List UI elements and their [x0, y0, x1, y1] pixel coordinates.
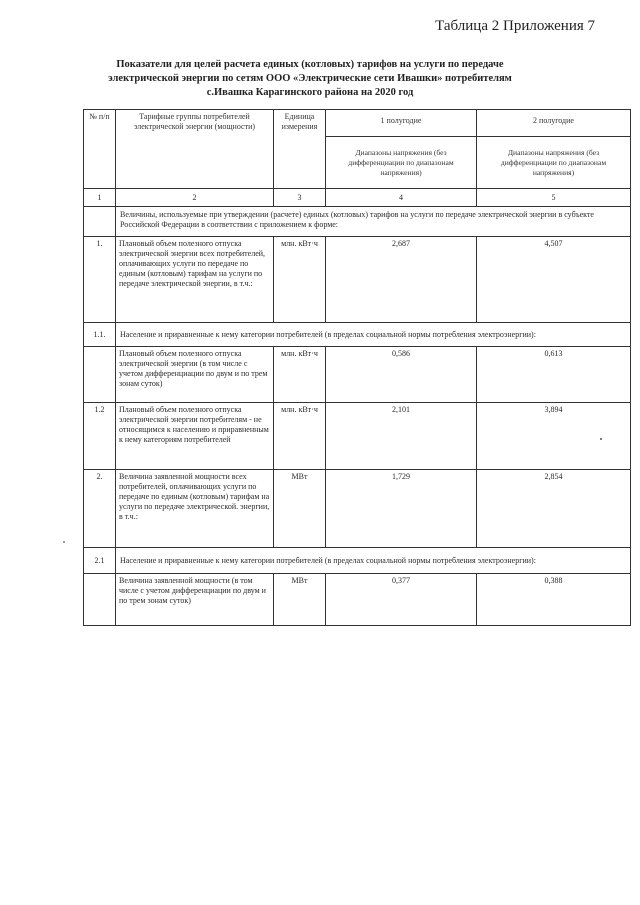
- table-row: [84, 470, 631, 548]
- table-row: [84, 237, 631, 323]
- appendix-label: Таблица 2 Приложения 7: [435, 18, 595, 34]
- row-value-half1: 1,729: [326, 470, 477, 548]
- row-value-half2: 0,613: [477, 347, 631, 403]
- col-number-3: 3: [274, 189, 326, 207]
- row-value-half2: 4,507: [477, 237, 631, 323]
- col-number-4: 4: [326, 189, 477, 207]
- header-group: Тарифные группы потребителей электрической энергии (мощности): [116, 110, 274, 189]
- row-description: Величина заявленной мощности (в том числе с учетом дифференциации по двум и по трем зонам суток): [116, 574, 274, 626]
- row-value-half1: 2,687: [326, 237, 477, 323]
- document-title: [100, 58, 520, 100]
- table-row: [84, 347, 631, 403]
- row-unit: млн. кВт·ч: [274, 347, 326, 403]
- header-half1: 1 полугодие: [326, 110, 477, 137]
- table-row: [84, 403, 631, 470]
- row-num: 1.: [84, 237, 116, 323]
- row-num: 2.1: [84, 548, 116, 574]
- row-unit: МВт: [274, 470, 326, 548]
- row-value-half1: 0,586: [326, 347, 477, 403]
- scan-speck: [600, 438, 602, 440]
- row-description: Плановый объем полезного отпуска электрической энергии потребителям - не относящимся к населению и приравненным к нему категориям потребителей: [116, 403, 274, 470]
- header-unit: Единица измерения: [274, 110, 326, 189]
- section-intro: Величины, используемые при утверждении (расчете) единых (котловых) тарифов на услуги по передаче электрической энергии в субъекте Российской Федерации в соответствии с приложением к форме:: [116, 207, 631, 237]
- title-line-3: с.Ивашка Карагинского района на 2020 год: [206, 87, 414, 98]
- header-half1-voltage: Диапазоны напряжения (без дифференциации по диапазонам напряжения): [326, 137, 477, 189]
- row-unit: МВт: [274, 574, 326, 626]
- col-number-1: 1: [84, 189, 116, 207]
- header-half2-voltage: Диапазоны напряжения (без дифференциации по диапазонам напряжения): [477, 137, 631, 189]
- col-number-2: 2: [116, 189, 274, 207]
- row-unit: млн. кВт·ч: [274, 403, 326, 470]
- row-num: 2.: [84, 470, 116, 548]
- table-row: [84, 323, 631, 347]
- col-number-5: 5: [477, 189, 631, 207]
- row-num: [84, 574, 116, 626]
- tariff-table: [83, 109, 631, 626]
- row-description: Плановый объем полезного отпуска электрической энергии всех потребителей, оплачивающих услуги по передаче по единым (котловым) тарифам на услуги по передаче электрической энергии, в т.ч.:: [116, 237, 274, 323]
- header-half2: 2 полугодие: [477, 110, 631, 137]
- table-row: [84, 548, 631, 574]
- row-value-half1: 2,101: [326, 403, 477, 470]
- section-heading: Население и приравненные к нему категории потребителей (в пределах социальной нормы потребления электроэнергии):: [116, 548, 631, 574]
- row-value-half2: 0,388: [477, 574, 631, 626]
- section-intro-num: [84, 207, 116, 237]
- header-num: № п/п: [84, 110, 116, 189]
- row-num: 1.2: [84, 403, 116, 470]
- section-heading: Население и приравненные к нему категории потребителей (в пределах социальной нормы потребления электроэнергии):: [116, 323, 631, 347]
- scan-speck: [63, 541, 65, 543]
- row-num: [84, 347, 116, 403]
- table-row: [84, 574, 631, 626]
- title-line-2: электрической энергии по сетям ООО «Электрические сети Ивашки» потребителям: [108, 73, 512, 84]
- row-num: 1.1.: [84, 323, 116, 347]
- row-description: Величина заявленной мощности всех потребителей, оплачивающих услуги по передаче по единым (котловым) тарифам на услуги по передаче электрической. энергии, в т.ч.:: [116, 470, 274, 548]
- row-value-half2: 2,854: [477, 470, 631, 548]
- row-description: Плановый объем полезного отпуска электрической энергии (в том числе с учетом дифференциации по двум и по трем зонам суток): [116, 347, 274, 403]
- row-unit: млн. кВт·ч: [274, 237, 326, 323]
- row-value-half2: 3,894: [477, 403, 631, 470]
- row-value-half1: 0,377: [326, 574, 477, 626]
- title-line-1: Показатели для целей расчета единых (котловых) тарифов на услуги по передаче: [116, 59, 504, 70]
